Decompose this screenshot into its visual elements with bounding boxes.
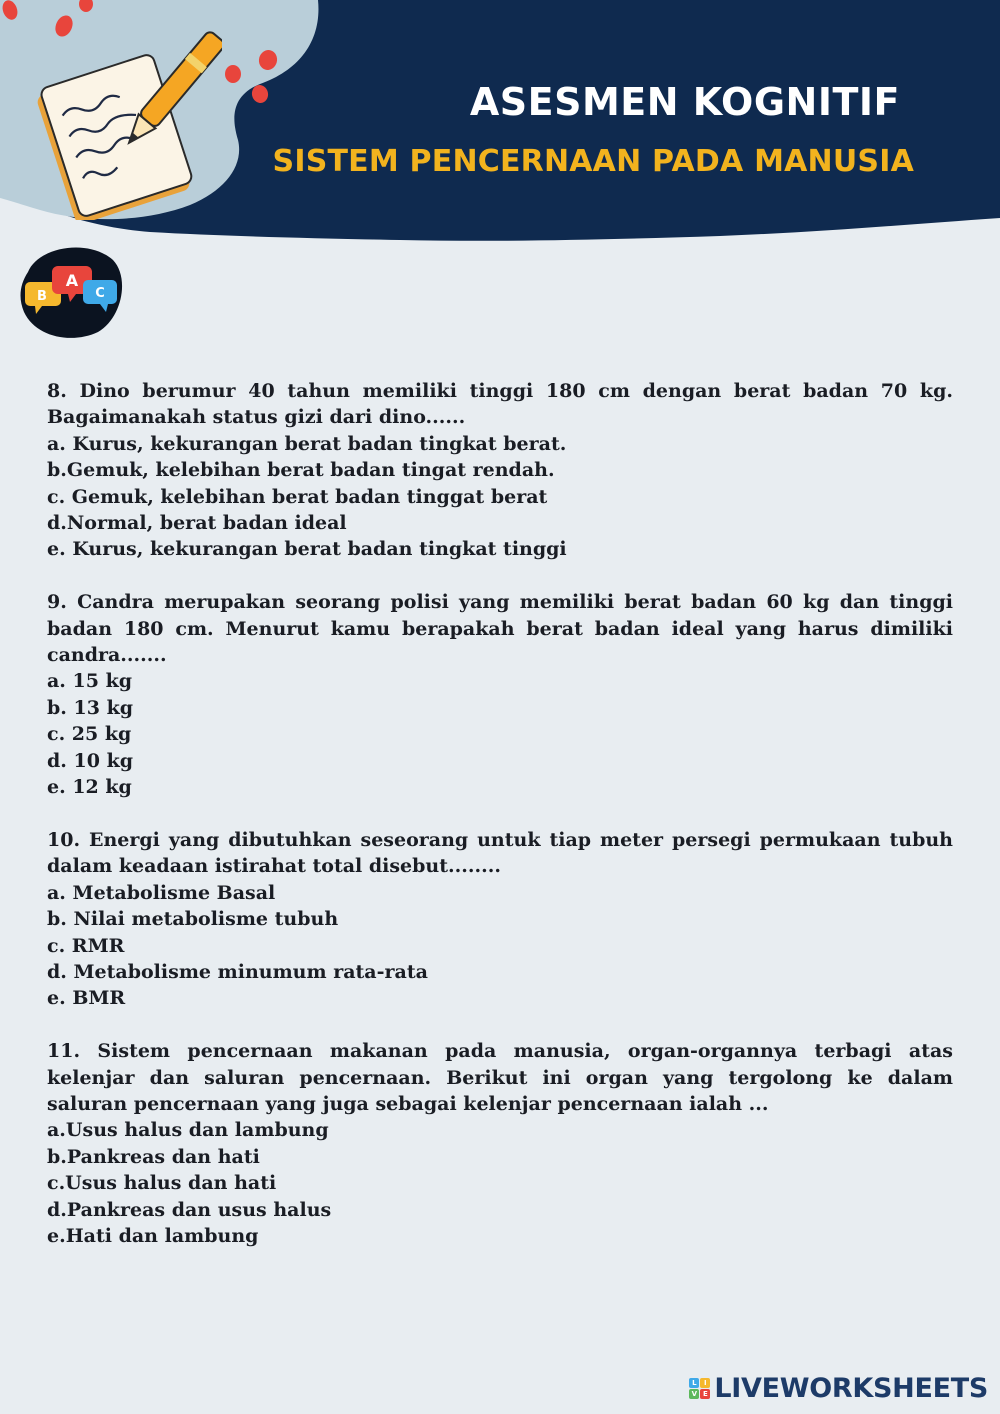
logo-block: E <box>700 1389 710 1399</box>
option-e: e. BMR <box>47 987 126 1010</box>
question-text: 8. Dino berumur 40 tahun memiliki tinggi 180 cm dengan berat badan 70 kg. Bagaimanakah status gizi dari dino...... <box>47 380 953 429</box>
option-d: d. 10 kg <box>47 749 134 772</box>
badge-letter: B <box>37 289 47 304</box>
liveworksheets-logo[interactable] <box>689 1373 988 1404</box>
option-list <box>47 880 953 1012</box>
option-list <box>47 668 953 800</box>
option-d: d.Normal, berat badan ideal <box>47 512 347 535</box>
question-11 <box>47 1038 953 1249</box>
live-blocks-icon <box>689 1378 710 1399</box>
option-d: d. Metabolisme minumum rata-rata <box>47 960 428 983</box>
option-b: b. Nilai metabolisme tubuh <box>47 908 339 931</box>
notebook-pen-icon <box>22 20 222 220</box>
option-c: c.Usus halus dan hati <box>47 1172 277 1195</box>
option-c: c. Gemuk, kelebihan berat badan tinggat berat <box>47 485 548 508</box>
page-subtitle: SISTEM PENCERNAAN PADA MANUSIA <box>272 144 914 179</box>
question-list <box>47 378 953 1276</box>
option-list <box>47 431 953 563</box>
option-e: e. 12 kg <box>47 776 132 799</box>
option-c: c. RMR <box>47 934 125 957</box>
question-text: 9. Candra merupakan seorang polisi yang memiliki berat badan 60 kg dan tinggi badan 180 cm. Menurut kamu berapakah berat badan ideal yang harus dimiliki candra....... <box>47 591 953 667</box>
question-10 <box>47 827 953 1012</box>
page-title: ASESMEN KOGNITIF <box>469 80 900 124</box>
question-text: 11. Sistem pencernaan makanan pada manusia, organ-organnya terbagi atas kelenjar dan saluran pencernaan. Berikut ini organ yang tergolong ke dalam saluran pencernaan yang juga sebagai kelenjar pencernaan ialah ... <box>47 1040 953 1115</box>
option-a: a. 15 kg <box>47 670 133 693</box>
option-a: a.Usus halus dan lambung <box>47 1119 329 1142</box>
option-a: a. Kurus, kekurangan berat badan tingkat berat. <box>47 432 567 455</box>
option-e: e.Hati dan lambung <box>47 1224 259 1247</box>
question-text: 10. Energi yang dibutuhkan seseorang untuk tiap meter persegi permukaan tubuh dalam keadaan istirahat total disebut........ <box>47 828 953 878</box>
question-9 <box>47 589 953 800</box>
option-a: a. Metabolisme Basal <box>47 881 276 904</box>
option-e: e. Kurus, kekurangan berat badan tingkat tinggi <box>47 538 567 561</box>
option-list <box>47 1117 953 1249</box>
option-b: b. 13 kg <box>47 696 134 719</box>
badge-letter: C <box>95 286 105 301</box>
logo-block: V <box>689 1389 699 1399</box>
abc-speech-bubbles-icon <box>18 242 124 340</box>
option-c: c. 25 kg <box>47 723 132 746</box>
option-b: b.Gemuk, kelebihan berat badan tingat rendah. <box>47 459 555 482</box>
logo-block: I <box>700 1378 710 1388</box>
badge-letter: A <box>65 271 79 290</box>
option-b: b.Pankreas dan hati <box>47 1145 260 1168</box>
option-d: d.Pankreas dan usus halus <box>47 1198 332 1221</box>
logo-block: L <box>689 1378 699 1388</box>
question-8 <box>47 378 953 563</box>
logo-text: LIVEWORKSHEETS <box>714 1373 988 1404</box>
